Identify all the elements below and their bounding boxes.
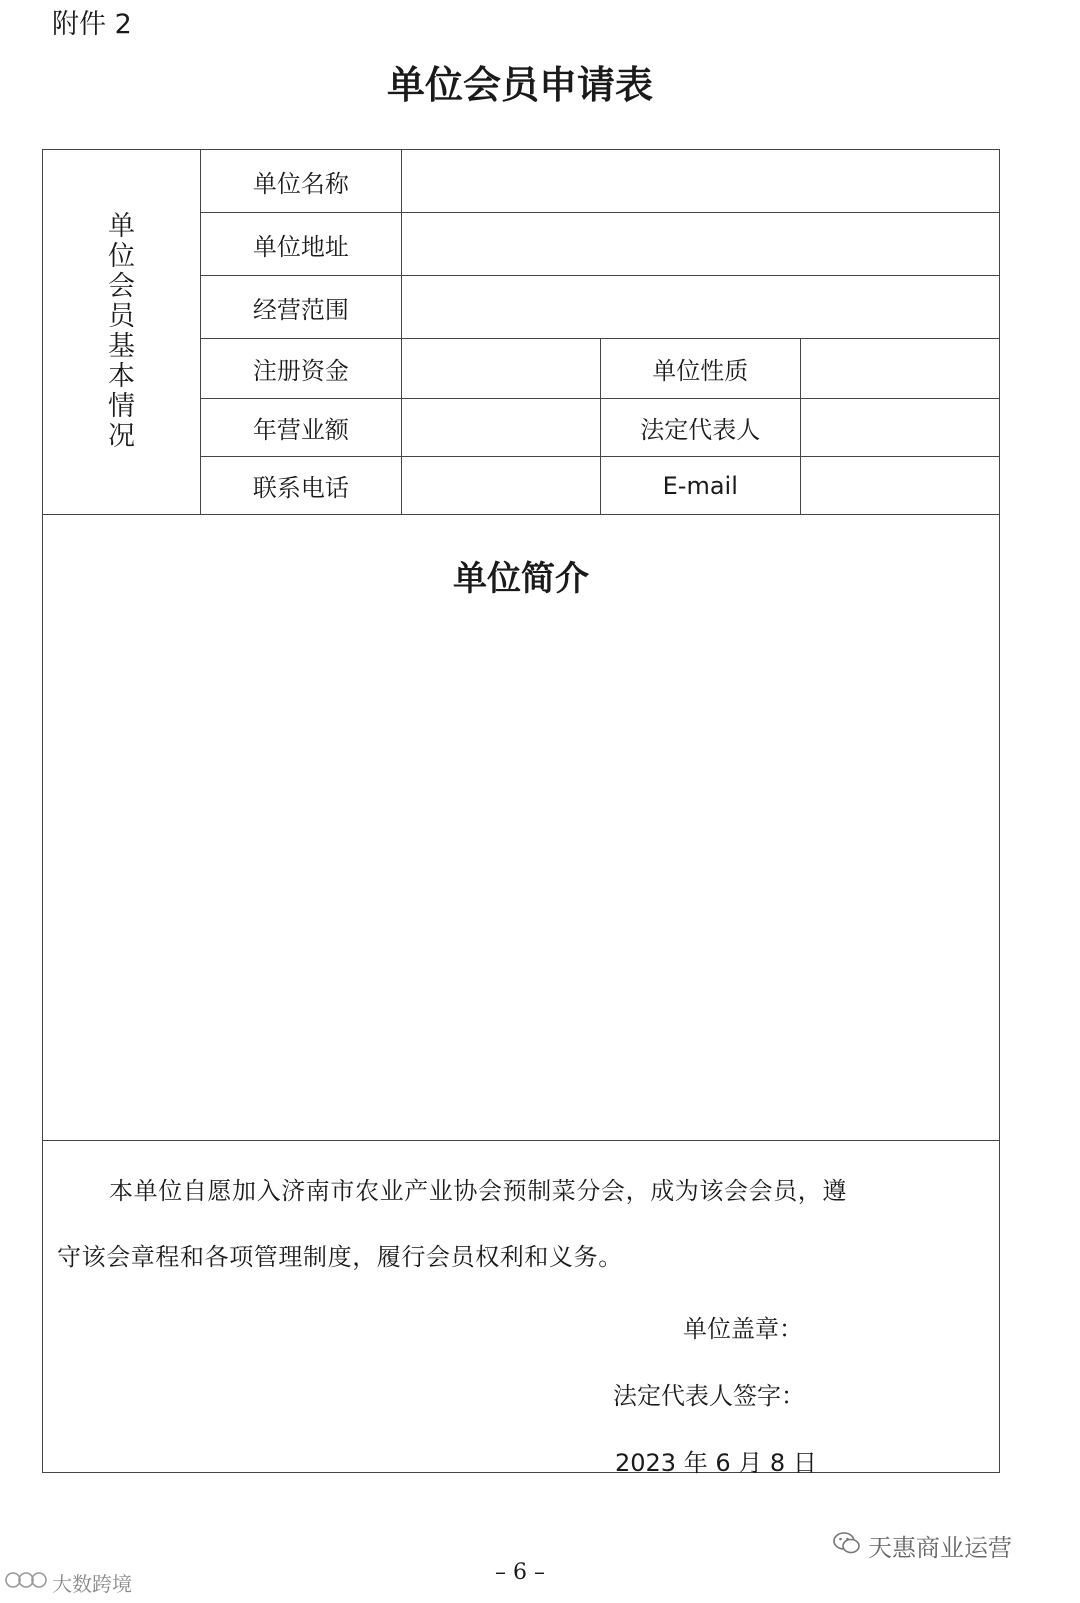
- company-name-label: 单位名称: [201, 150, 401, 213]
- legal-rep-field[interactable]: [800, 399, 1000, 457]
- company-intro-title: 单位简介: [453, 559, 589, 599]
- company-address-field[interactable]: [401, 213, 999, 276]
- basic-info-section-label: 单位会员基本情况: [43, 150, 201, 515]
- phone-field[interactable]: [401, 457, 600, 515]
- business-scope-field[interactable]: [401, 276, 999, 339]
- attachment-label: 附件 2: [52, 9, 132, 40]
- registered-capital-label: 注册资金: [201, 339, 401, 399]
- annual-revenue-field[interactable]: [401, 399, 600, 457]
- page-number: – 6 –: [495, 1560, 545, 1585]
- declaration-line-1: 本单位自愿加入济南市农业产业协会预制菜分会，成为该会会员，遵: [109, 1177, 847, 1205]
- company-intro-section[interactable]: [43, 515, 1000, 1141]
- company-type-field[interactable]: [800, 339, 1000, 399]
- company-address-label: 单位地址: [201, 213, 401, 276]
- date-year-unit: 年: [683, 1449, 708, 1477]
- watermark-right: [832, 1528, 1012, 1563]
- registered-capital-field[interactable]: [401, 339, 600, 399]
- company-type-label: 单位性质: [601, 339, 800, 399]
- declaration-line-2: 守该会章程和各项管理制度，履行会员权利和义务。: [57, 1243, 623, 1271]
- document-title: 单位会员申请表: [386, 62, 653, 107]
- email-label: E-mail: [601, 457, 800, 515]
- date-year: 2023: [615, 1449, 677, 1477]
- date-day-unit: 日: [792, 1449, 817, 1477]
- seal-label: 单位盖章：: [683, 1315, 803, 1343]
- declaration-date: [615, 1443, 817, 1478]
- business-scope-label: 经营范围: [201, 276, 401, 339]
- email-field[interactable]: [800, 457, 1000, 515]
- company-name-field[interactable]: [401, 150, 999, 213]
- date-month: 6: [715, 1449, 731, 1477]
- date-month-unit: 月: [738, 1449, 763, 1477]
- watermark-left-text: 大数跨境: [52, 1572, 132, 1596]
- application-form: [42, 149, 1000, 1477]
- brand-logo-icon: [4, 1569, 48, 1596]
- annual-revenue-label: 年营业额: [201, 399, 401, 457]
- watermark-left: [4, 1568, 132, 1597]
- legal-rep-signature-label: 法定代表人签字：: [613, 1382, 805, 1410]
- declaration-section: [43, 1141, 1000, 1477]
- watermark-right-text: 天惠商业运营: [868, 1534, 1012, 1562]
- wechat-icon: [832, 1530, 862, 1562]
- phone-label: 联系电话: [201, 457, 401, 515]
- date-day: 8: [769, 1449, 786, 1477]
- legal-rep-label: 法定代表人: [601, 399, 800, 457]
